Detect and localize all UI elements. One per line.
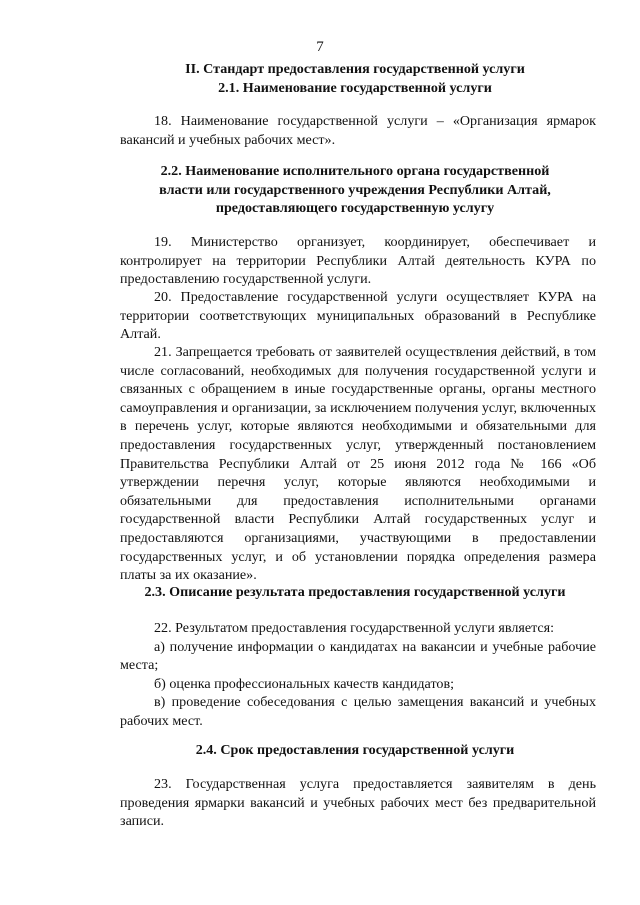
paragraph-20: 20. Предоставление государственной услуги осуществляет КУРА на территории соответствующих муниципальных образований в Республике Алтай. <box>120 289 596 343</box>
paragraph-23: 23. Государственная услуга предоставляется заявителям в день проведения ярмарки вакансий и учебных рабочих мест без предварительной записи. <box>120 776 596 830</box>
paragraph-22-item-c: в) проведение собеседования с целью замещения вакансий и учебных рабочих мест. <box>120 694 596 729</box>
paragraph-18: 18. Наименование государственной услуги – «Организация ярмарок вакансий и учебных рабочих мест». <box>120 113 596 148</box>
paragraph-22-intro: 22. Результатом предоставления государственной услуги является: <box>154 620 555 636</box>
section-title: II. Стандарт предоставления государственной услуги <box>185 61 525 77</box>
paragraph-22-item-a: а) получение информации о кандидатах на вакансии и учебные рабочие места; <box>120 638 596 674</box>
paragraph-22 <box>120 619 596 731</box>
heading-2-3: 2.3. Описание результата предоставления государственной услуги <box>144 584 566 600</box>
paragraph-21: 21. Запрещается требовать от заявителей осуществления действий, в том числе согласований, необходимых для получения государственной услуги и связанных с обращением в иные государственные органы, органы местного самоуправления и организации, за исключением получения услуг, включенных в перечень услуг, которые являются необходимыми и обязательными для предоставления государственных услуг, утвержденный постановлением Правительства Республики Алтай от 25 июня 2012 года № 166 «Об утверждении перечня услуг, которые являются необходимыми и обязательными для предоставления исполнительными органами государственной власти Республики Алтай государственных услуг и предоставляются организациями, участвующими в предоставлении государственных услуг, и об установлении порядка определения размера платы за их оказание». <box>120 344 596 584</box>
paragraph-22-item-b: б) оценка профессиональных качеств кандидатов; <box>154 675 455 692</box>
heading-2-2-line1: 2.2. Наименование исполнительного органа государственной <box>160 163 550 179</box>
section-heading <box>112 60 598 97</box>
paragraph-19: 19. Министерство организует, координирует, обеспечивает и контролирует на территории Республики Алтай деятельность КУРА по предоставлению государственной услуги. <box>120 234 596 288</box>
heading-2-2-line3: предоставляющего государственную услугу <box>215 200 495 217</box>
heading-2-4: 2.4. Срок предоставления государственной услуги <box>195 742 515 758</box>
page-number: 7 <box>316 39 324 55</box>
section-subtitle: 2.1. Наименование государственной услуги <box>218 79 492 96</box>
heading-2-2 <box>112 162 598 218</box>
heading-2-2-line2: власти или государственного учреждения Республики Алтай, <box>159 181 551 198</box>
